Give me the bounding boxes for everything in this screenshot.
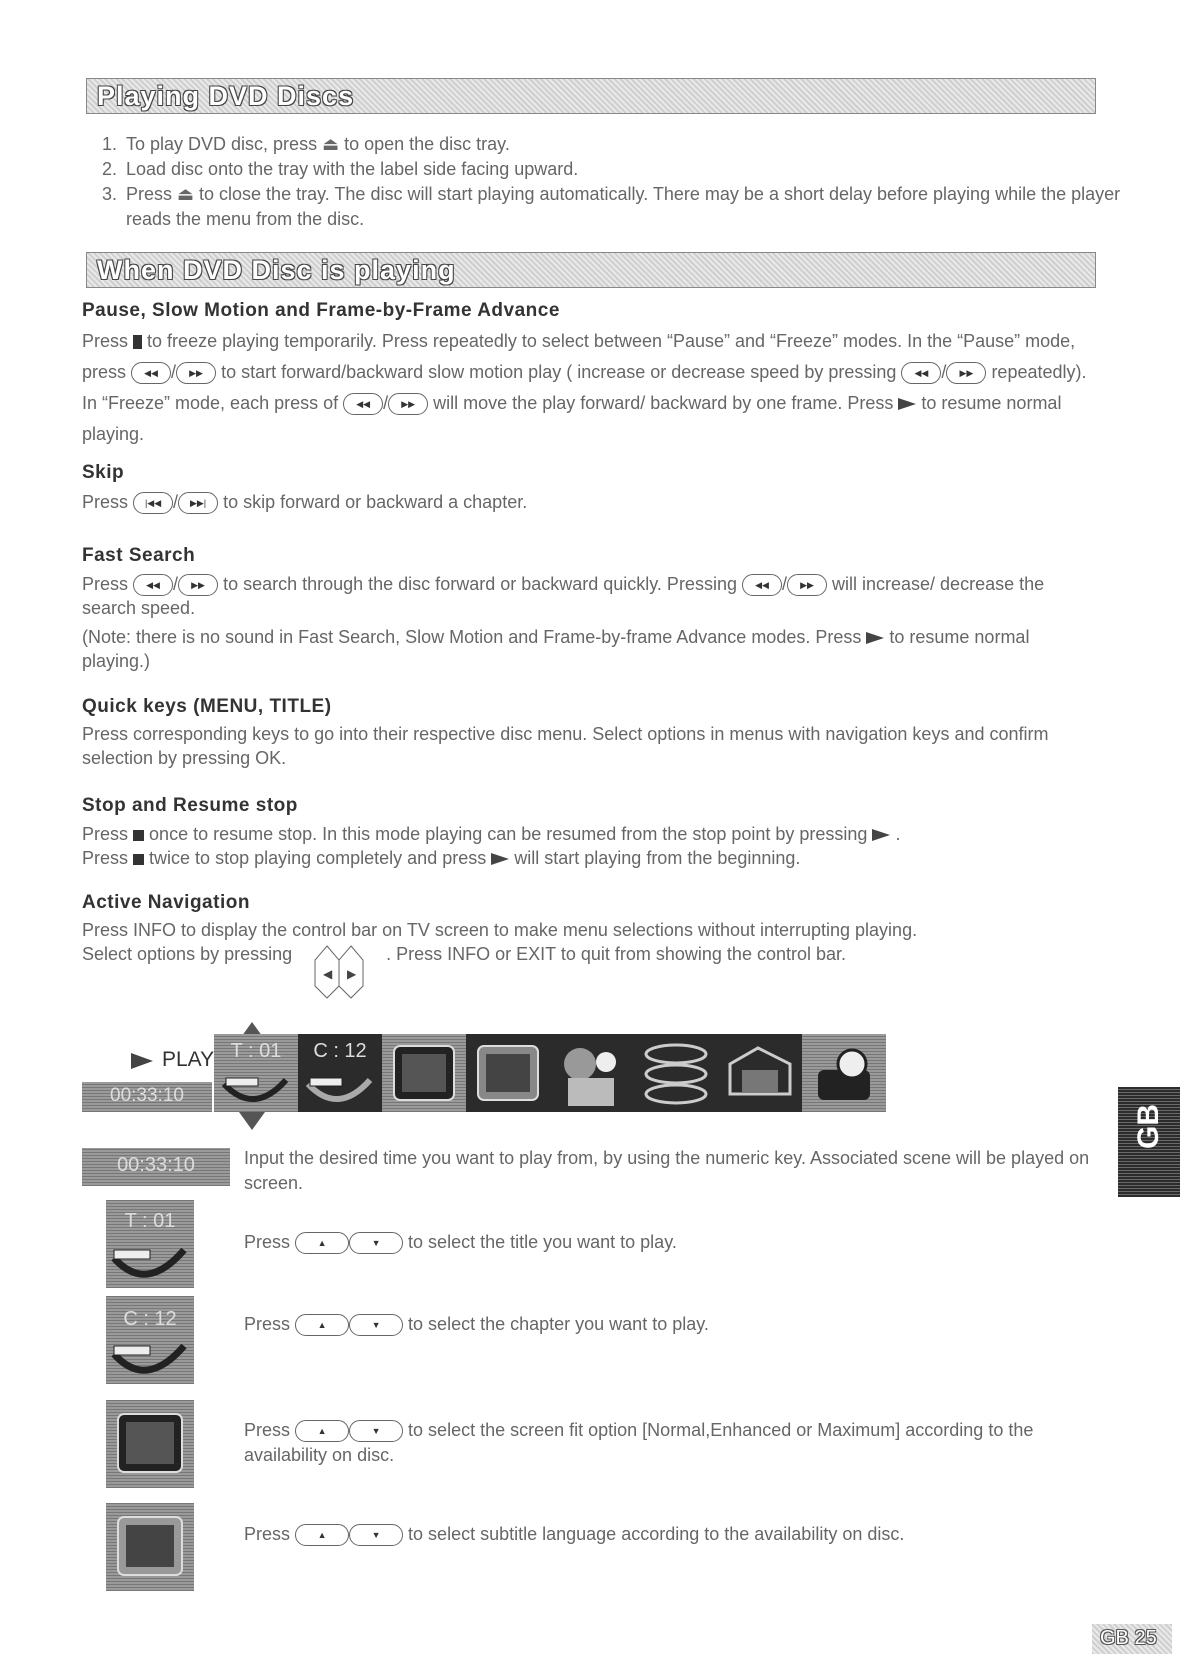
pause-icon bbox=[133, 335, 142, 349]
subtitle-row-text: Press ▲ ▼ to select subtitle language according to the availability on disc. bbox=[244, 1522, 1094, 1547]
rewind-key-icon: ◀◀ bbox=[901, 362, 941, 384]
play-icon bbox=[898, 398, 916, 410]
rewind-key-icon: ◀◀ bbox=[742, 574, 782, 596]
section-title: Playing DVD Discs bbox=[97, 81, 355, 111]
up-key-icon: ▲ bbox=[295, 1232, 349, 1254]
time-tile: 00:33:10 bbox=[82, 1082, 212, 1112]
previous-chapter-key-icon: |◀◀ bbox=[133, 492, 173, 514]
fast-search-note: (Note: there is no sound in Fast Search, Slow Motion and Frame-by-frame Advance modes. Press to resume normal playing.) bbox=[82, 627, 1030, 671]
down-key-icon: ▼ bbox=[349, 1314, 403, 1336]
down-arrow-icon bbox=[237, 1110, 267, 1132]
up-key-icon: ▲ bbox=[295, 1420, 349, 1442]
language-tab: GB bbox=[1118, 1087, 1180, 1197]
play-label: PLAY bbox=[162, 1048, 215, 1071]
heading-stop: Stop and Resume stop bbox=[82, 795, 298, 816]
section-title: When DVD Disc is playing bbox=[97, 255, 456, 285]
camera-tile bbox=[802, 1034, 886, 1112]
up-key-icon: ▲ bbox=[295, 1524, 349, 1546]
stop-paragraph bbox=[82, 822, 1097, 870]
heading-fast-search: Fast Search bbox=[82, 545, 196, 566]
chapter-row-text: Press ▲ ▼ to select the chapter you want to play. bbox=[244, 1312, 1094, 1337]
fast-forward-key-icon: ▶▶ bbox=[178, 574, 218, 596]
skip-paragraph: Press |◀◀ / ▶▶| to skip forward or backward a chapter. bbox=[82, 490, 1097, 514]
fast-forward-key-icon: ▶▶ bbox=[388, 393, 428, 415]
fast-forward-key-icon: ▶▶ bbox=[787, 574, 827, 596]
rewind-key-icon: ◀◀ bbox=[343, 393, 383, 415]
subtitle-tile bbox=[106, 1503, 194, 1591]
time-row-text: Input the desired time you want to play from, by using the numeric key. Associated scene will be played on screen. bbox=[244, 1148, 1090, 1193]
stop-line-2: Press twice to stop playing completely and press will start playing from the beginning. bbox=[82, 848, 801, 868]
fast-search-paragraph: Press ◀◀ / ▶▶ to search through the disc forward or backward quickly. Pressing ◀◀ / ▶▶ will increase/ decrease the search speed. bbox=[82, 574, 1045, 619]
page-number: GB 25 bbox=[1092, 1624, 1172, 1654]
angle-tile bbox=[634, 1034, 718, 1112]
time-tile: 00:33:10 bbox=[82, 1148, 230, 1186]
navigation-keys-icon bbox=[297, 942, 381, 1002]
screen-fit-tile bbox=[382, 1034, 466, 1112]
next-chapter-key-icon: ▶▶| bbox=[178, 492, 218, 514]
step-2: 2. Load disc onto the tray with the label side facing upward. bbox=[122, 157, 1132, 182]
step-1: 1. To play DVD disc, press ⏏ to open the disc tray. bbox=[122, 132, 1132, 157]
pause-paragraph: Press to freeze playing temporarily. Press repeatedly to select between “Pause” and “Freeze” modes. In the “Pause” mode, press ◀◀ / ▶▶ to start forward/backward slow motion play ( increase or decrease speed by pressing ◀◀ / ▶▶ repeatedly). In “Freeze” mode, each press of ◀◀ / ▶▶ will move the play forward/ backward by one frame. Press to resume normal playing. bbox=[82, 331, 1087, 444]
section-header-playing bbox=[86, 78, 1096, 114]
quick-keys-paragraph: Press corresponding keys to go into their respective disc menu. Select options in menus with navigation keys and confirm selection by pressing OK. bbox=[82, 724, 1049, 768]
rewind-key-icon: ◀◀ bbox=[131, 362, 171, 384]
play-icon bbox=[491, 853, 509, 865]
rewind-key-icon: ◀◀ bbox=[133, 574, 173, 596]
play-icon bbox=[866, 632, 884, 644]
heading-skip: Skip bbox=[82, 462, 125, 483]
nav-paragraph: Press INFO to display the control bar on TV screen to make menu selections without interrupting playing. Select options by pressing ◀ ▶ . Press INFO or EXIT to quit from showing the control bar. bbox=[82, 918, 1097, 1002]
subtitle-tile bbox=[466, 1034, 550, 1112]
title-row-text: Press ▲ ▼ to select the title you want to play. bbox=[244, 1230, 1094, 1255]
stop-icon bbox=[133, 854, 144, 865]
step-3: 3. Press ⏏ to close the tray. The disc will start playing automatically. There may be a short delay before playing while the player reads the menu from the disc. bbox=[122, 182, 1132, 232]
audio-tile bbox=[550, 1034, 634, 1112]
steps-list bbox=[82, 132, 1132, 232]
heading-quick-keys: Quick keys (MENU, TITLE) bbox=[82, 696, 332, 717]
heading-active-navigation: Active Navigation bbox=[82, 892, 250, 913]
right-arrow-icon: ▶ bbox=[347, 967, 357, 981]
down-key-icon: ▼ bbox=[349, 1232, 403, 1254]
section-header-when-playing bbox=[86, 252, 1096, 288]
title-tile: T : 01 bbox=[214, 1034, 298, 1112]
down-key-icon: ▼ bbox=[349, 1524, 403, 1546]
left-arrow-icon: ◀ bbox=[323, 967, 333, 981]
fast-forward-key-icon: ▶▶ bbox=[176, 362, 216, 384]
play-icon bbox=[131, 1053, 153, 1069]
down-key-icon: ▼ bbox=[349, 1420, 403, 1442]
screen-fit-row-text: Press ▲ ▼ to select the screen fit option [Normal,Enhanced or Maximum] according to the availability on disc. bbox=[244, 1420, 1034, 1465]
chapter-tile: C : 12 bbox=[298, 1034, 382, 1112]
stop-line-1: Press once to resume stop. In this mode playing can be resumed from the stop point by pressing . bbox=[82, 824, 901, 844]
stop-icon bbox=[133, 830, 144, 841]
fast-forward-key-icon: ▶▶ bbox=[946, 362, 986, 384]
repeat-tile bbox=[718, 1034, 802, 1112]
up-key-icon: ▲ bbox=[295, 1314, 349, 1336]
heading-pause: Pause, Slow Motion and Frame-by-Frame Advance bbox=[82, 300, 560, 321]
title-tile: T : 01 bbox=[106, 1200, 194, 1288]
chapter-tile: C : 12 bbox=[106, 1296, 194, 1384]
play-icon bbox=[872, 829, 890, 841]
screen-fit-tile bbox=[106, 1400, 194, 1488]
